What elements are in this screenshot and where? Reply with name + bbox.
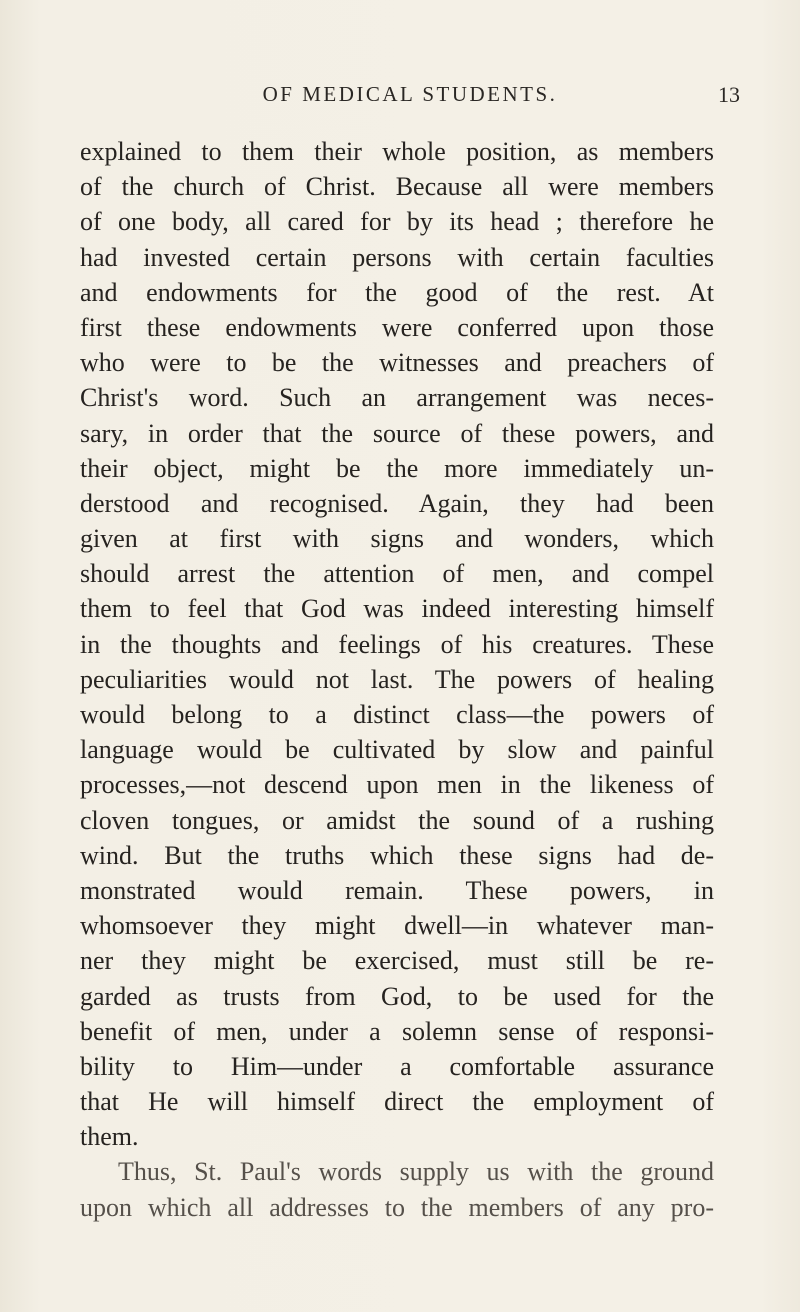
text-line: monstrated would remain. These powers, in bbox=[80, 875, 714, 905]
text-line: sary, in order that the source of these powers, and bbox=[80, 418, 714, 448]
text-line: and endowments for the good of the rest. At bbox=[80, 277, 714, 307]
text-line: in the thoughts and feelings of his creatures. These bbox=[80, 629, 714, 659]
text-line-paragraph-start: Thus, St. Paul's words supply us with the ground bbox=[118, 1157, 714, 1187]
text-line: explained to them their whole position, as members bbox=[80, 137, 714, 166]
text-line: first these endowments were conferred upon those bbox=[80, 312, 714, 342]
text-line: benefit of men, under a solemn sense of responsi- bbox=[80, 1016, 714, 1046]
text-line: upon which all addresses to the members of any pro- bbox=[80, 1192, 714, 1222]
body-text bbox=[80, 134, 714, 1225]
text-line: peculiarities would not last. The powers of healing bbox=[80, 664, 714, 694]
text-line-paragraph-end: them. bbox=[80, 1122, 139, 1152]
text-line: wind. But the truths which these signs had de- bbox=[80, 840, 714, 870]
text-line: their object, might be the more immediately un- bbox=[80, 453, 714, 483]
text-line: cloven tongues, or amidst the sound of a rushing bbox=[80, 805, 714, 835]
text-line: language would be cultivated by slow and painful bbox=[80, 735, 714, 765]
text-line: that He will himself direct the employment of bbox=[80, 1087, 714, 1117]
text-line: of the church of Christ. Because all were members bbox=[80, 172, 714, 202]
text-line: derstood and recognised. Again, they had been bbox=[80, 488, 714, 518]
text-line: processes,—not descend upon men in the likeness of bbox=[80, 770, 714, 800]
page-number: 13 bbox=[718, 82, 740, 107]
text-line: them to feel that God was indeed interesting himself bbox=[80, 594, 714, 624]
running-head bbox=[80, 82, 740, 116]
text-line: whomsoever they might dwell—in whatever man- bbox=[80, 911, 714, 941]
text-line: ner they might be exercised, must still be re- bbox=[80, 946, 714, 976]
running-title: OF MEDICAL STUDENTS. bbox=[262, 82, 558, 106]
text-line: of one body, all cared for by its head ; therefore he bbox=[80, 207, 714, 237]
text-line: garded as trusts from God, to be used for the bbox=[80, 981, 714, 1011]
text-line: should arrest the attention of men, and compel bbox=[80, 559, 714, 589]
text-line: Christ's word. Such an arrangement was neces- bbox=[80, 383, 714, 413]
text-line: would belong to a distinct class—the powers of bbox=[80, 700, 714, 729]
text-line: given at first with signs and wonders, which bbox=[80, 524, 714, 554]
text-line: who were to be the witnesses and preachers of bbox=[80, 348, 714, 378]
text-line: had invested certain persons with certain faculties bbox=[80, 242, 714, 272]
text-line: bility to Him—under a comfortable assurance bbox=[80, 1051, 714, 1081]
